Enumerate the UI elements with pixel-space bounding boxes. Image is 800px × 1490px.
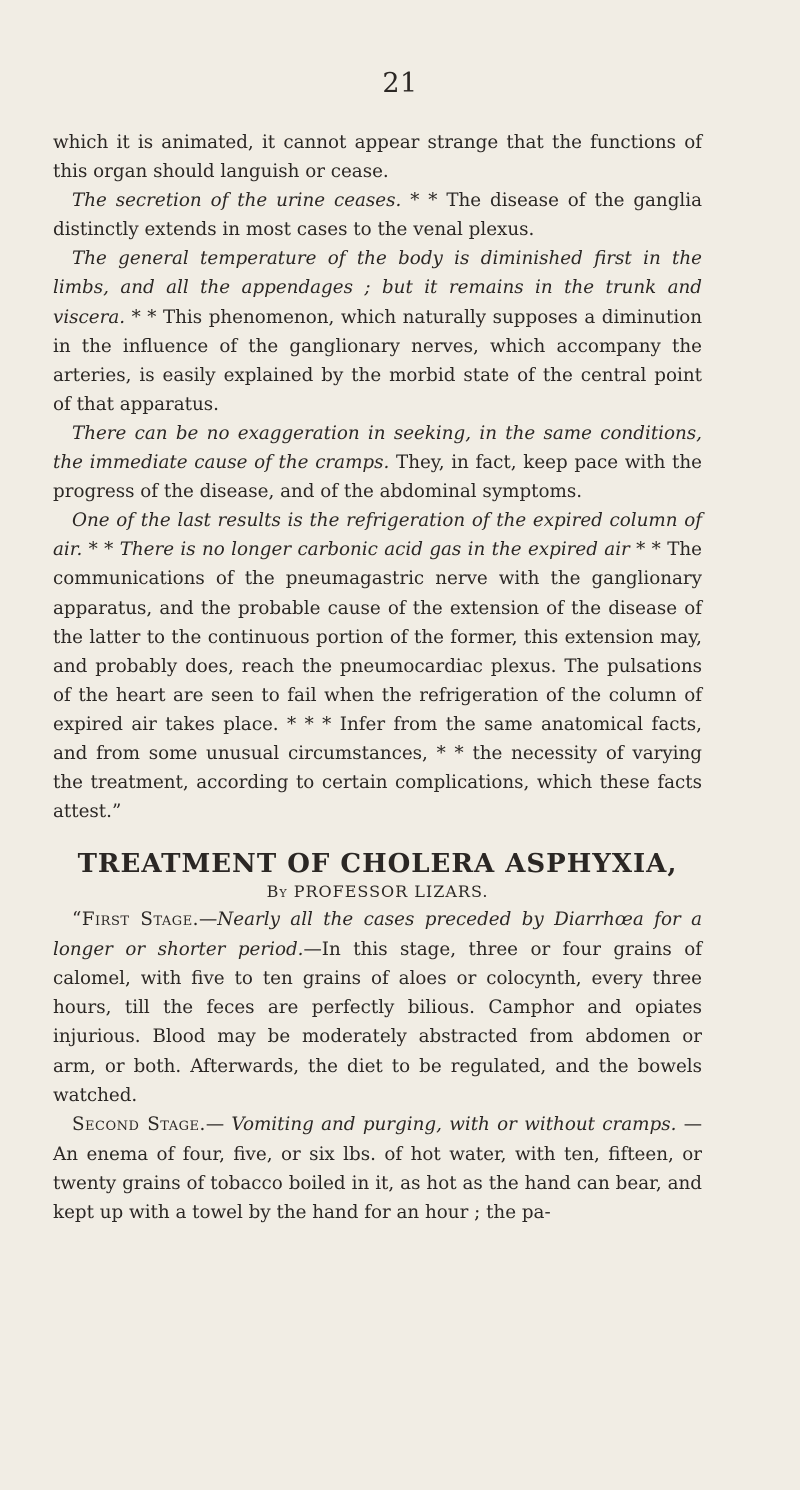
byline-name: PROFESSOR LIZARS.: [293, 882, 489, 902]
italic-statement: One of the last results is the refrigeration of the expired column of air.: [53, 510, 702, 561]
paragraph-secretion: [53, 186, 702, 244]
paragraph-cramps: [53, 419, 702, 506]
treatment-block: [53, 905, 702, 1227]
stage-dash: —: [199, 909, 218, 931]
paragraph-temperature: [53, 244, 702, 419]
stage-description: Nearly all the cases preceded by Diarrhœa for a longer or shorter period.: [53, 909, 702, 960]
first-stage-paragraph: [53, 905, 702, 1110]
stage-treatment-text: —In this stage, three or four grains of calomel, with five to ten grains of aloes or colocynth, every three hours, till the feces are perfectly bilious. Camphor and opiates injurious. Blood may be moderately abstracted from abdomen or arm, or both. Afterwards, the diet to be regulated, and the bowels watched.: [53, 938, 703, 1107]
stage-label: “First Stage.: [72, 909, 199, 931]
byline-prefix: By: [266, 882, 288, 902]
second-stage-paragraph: [53, 1110, 702, 1227]
paragraph-text: * *: [82, 539, 120, 561]
paragraph-text: * * This phenomenon, which naturally supposes a diminution in the influence of the ganglionary nerves, which accompany the arteries, is easily explained by the morbid state of the central point of that apparatus.: [53, 306, 702, 415]
stage-treatment-text: —An enema of four, five, or six lbs. of hot water, with ten, fifteen, or twenty grains of tobacco boiled in it, as hot as the hand can bear, and kept up with a towel by the hand for an hour ; the pa-: [53, 1114, 702, 1224]
quoted-text-block: [53, 128, 702, 826]
paragraph-text: * * The communications of the pneumagastric nerve with the ganglionary apparatus, and the probable cause of the extension of the disease of the latter to the continuous portion of the former, this extension may, and probably does, reach the pneumocardiac plexus. The pulsations of the heart are seen to fail when the refrigeration of the column of expired air takes place. * * * Infer from the same anatomical facts, and from some unusual circumstances, * * the necessity of varying the treatment, according to certain complications, which these facts attest.”: [53, 539, 702, 823]
italic-statement: The general temperature of the body is diminished first in the limbs, and all the appendages ; but it remains in the trunk and viscera.: [53, 248, 702, 328]
italic-statement: There is no longer carbonic acid gas in the expired air: [119, 539, 630, 561]
stage-label: Second Stage.: [72, 1114, 206, 1136]
paragraph-text: * * The disease of the ganglia distinctly extends in most cases to the venal plexus.: [53, 190, 702, 241]
page-number: 21: [382, 68, 418, 99]
stage-dash: —: [205, 1114, 232, 1136]
stage-description: Vomiting and purging, with or without cramps.: [231, 1114, 677, 1136]
italic-statement: The secretion of the urine ceases.: [72, 190, 402, 212]
paragraph-text: which it is animated, it cannot appear strange that the functions of this organ should languish or cease.: [53, 132, 702, 183]
author-byline: [53, 879, 702, 905]
paragraph-text: They, in fact, keep pace with the progress of the disease, and of the abdominal symptoms.: [53, 452, 702, 503]
italic-statement: There can be no exaggeration in seeking, in the same conditions, the immediate cause of the cramps.: [53, 422, 702, 474]
paragraph-organ: [53, 128, 702, 186]
paragraph-refrigeration: [53, 506, 702, 826]
section-heading: TREATMENT OF CHOLERA ASPHYXIA,: [77, 849, 678, 880]
